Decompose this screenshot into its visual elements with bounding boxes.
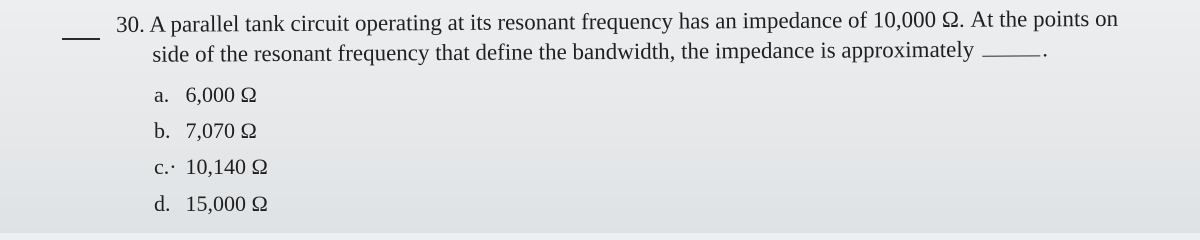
option-text: 6,000 Ω (185, 82, 257, 107)
option-letter: d. (154, 191, 171, 216)
option-text: 10,140 Ω (185, 154, 268, 179)
question-text-line-2: side of the resonant frequency that define the bandwidth, the impedance is approximately (152, 36, 975, 67)
option-c[interactable] (154, 154, 268, 180)
question-number: 30. (116, 11, 145, 37)
question-end-period: . (1042, 36, 1049, 62)
fill-in-blank[interactable] (982, 37, 1040, 56)
question-30 (116, 3, 1196, 70)
option-a[interactable] (154, 82, 257, 108)
question-line-2 (116, 33, 1196, 70)
option-letter: b. (154, 118, 171, 143)
option-b[interactable] (154, 118, 257, 144)
option-text: 15,000 Ω (185, 191, 268, 216)
option-letter: c.· (154, 154, 177, 179)
question-text-line-1: A parallel tank circuit operating at its resonant frequency has an impedance of 10,000 Ω. At the points on (149, 5, 1119, 37)
option-letter: a. (154, 82, 170, 107)
option-text: 7,070 Ω (185, 118, 257, 143)
option-d[interactable] (154, 191, 268, 217)
answer-blank-line[interactable] (62, 38, 100, 40)
